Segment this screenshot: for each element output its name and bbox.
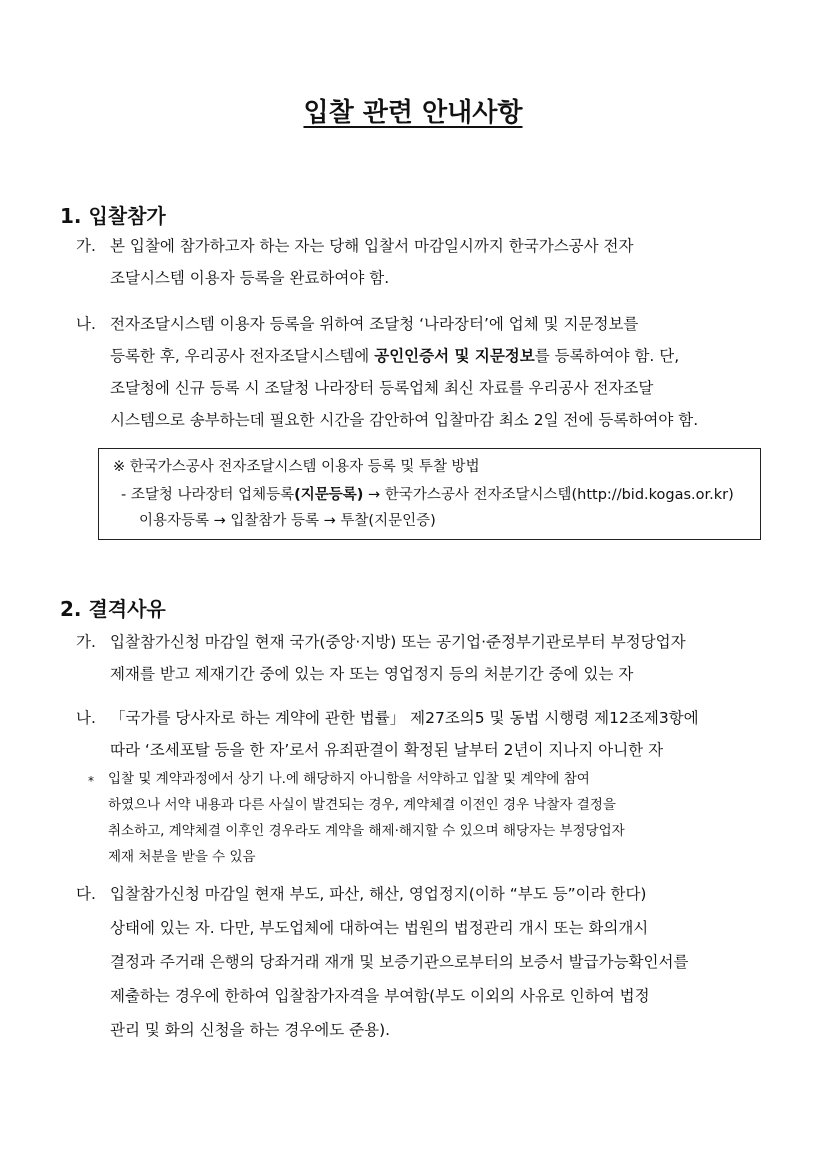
item-marker: 가. bbox=[76, 237, 96, 255]
item-text-line: 결정과 주거래 은행의 당좌거래 재개 및 보증기관으로부터의 보증서 발급가능확인서를 bbox=[110, 953, 689, 971]
notice-heading: ※ 한국가스공사 전자조달시스템 이용자 등록 및 투찰 방법 bbox=[113, 459, 480, 475]
notice-line bbox=[121, 485, 734, 505]
item-text-line: 본 입찰에 참가하고자 하는 자는 당해 입찰서 마감일시까지 한국가스공사 전자 bbox=[110, 237, 634, 255]
item-text-line: 전자조달시스템 이용자 등록을 위하여 조달청 ‘나라장터’에 업체 및 지문정보를 bbox=[110, 315, 639, 333]
item-text-line: 따라 ‘조세포탈 등을 한 자’로서 유죄판결이 확정된 날부터 2년이 지나지 아니한 자 bbox=[110, 741, 664, 759]
section-heading-1: 1. 입찰참가 bbox=[60, 204, 166, 228]
page-title: 입찰 관련 안내사항 bbox=[303, 98, 523, 128]
notice-box bbox=[98, 448, 761, 540]
item-text-line: 입찰참가신청 마감일 현재 국가(중앙·지방) 또는 공기업·준정부기관로부터 부정당업자 bbox=[110, 633, 686, 651]
item-text-line: 시스템으로 송부하는데 필요한 시간을 감안하여 입찰마감 최소 2일 전에 등록하여야 함. bbox=[110, 411, 699, 429]
item-text-line: 제출하는 경우에 한하여 입찰참가자격을 부여함(부도 이외의 사유로 인하여 법정 bbox=[110, 987, 650, 1005]
item-text-line bbox=[110, 346, 679, 366]
item-text-line: 관리 및 화의 신청을 하는 경우에도 준용). bbox=[110, 1021, 391, 1039]
note-marker: * bbox=[88, 774, 94, 788]
note-text-line: 취소하고, 계약체결 이후인 경우라도 계약을 해제·해지할 수 있으며 해당자는 부정당업자 bbox=[108, 823, 625, 839]
text-segment: 등록한 후, 우리공사 전자조달시스템에 bbox=[110, 347, 375, 365]
note-text-line: 하였으나 서약 내용과 다른 사실이 발견되는 경우, 계약체결 이전인 경우 낙찰자 결정을 bbox=[108, 797, 616, 813]
item-marker: 나. bbox=[76, 709, 96, 727]
note-text-line: 입찰 및 계약과정에서 상기 나.에 해당하지 아니함을 서약하고 입찰 및 계약에 참여 bbox=[108, 771, 590, 787]
item-text-line: 조달청에 신규 등록 시 조달청 나라장터 등록업체 최신 자료를 우리공사 전자조달 bbox=[110, 379, 654, 397]
item-text-line: 상태에 있는 자. 다만, 부도업체에 대하여는 법원의 법정관리 개시 또는 화의개시 bbox=[110, 919, 649, 937]
item-text-line: 입찰참가신청 마감일 현재 부도, 파산, 해산, 영업정지(이하 “부도 등”이라 한다) bbox=[110, 885, 647, 903]
item-text-line: 조달시스템 이용자 등록을 완료하여야 함. bbox=[110, 269, 390, 287]
text-segment: - 조달청 나라장터 업체등록 bbox=[121, 487, 295, 503]
bold-text-segment: 공인인증서 및 지문정보 bbox=[374, 347, 535, 365]
text-segment: → 한국가스공사 전자조달시스템(http://bid.kogas.or.kr) bbox=[363, 487, 734, 503]
item-marker: 다. bbox=[76, 885, 96, 903]
item-marker: 나. bbox=[76, 315, 96, 333]
bold-text-segment: (지문등록) bbox=[294, 487, 364, 503]
text-segment: 를 등록하여야 함. 단, bbox=[534, 347, 680, 365]
item-marker: 가. bbox=[76, 633, 96, 651]
notice-line: 이용자등록 → 입찰참가 등록 → 투찰(지문인증) bbox=[139, 513, 436, 529]
note-text-line: 제재 처분을 받을 수 있음 bbox=[108, 849, 256, 865]
item-text-line: 「국가를 당사자로 하는 계약에 관한 법률」 제27조의5 및 동법 시행령 제12조제3항에 bbox=[110, 709, 699, 727]
item-text-line: 제재를 받고 제재기간 중에 있는 자 또는 영업정지 등의 처분기간 중에 있는 자 bbox=[110, 665, 634, 683]
section-heading-2: 2. 결격사유 bbox=[60, 597, 166, 621]
